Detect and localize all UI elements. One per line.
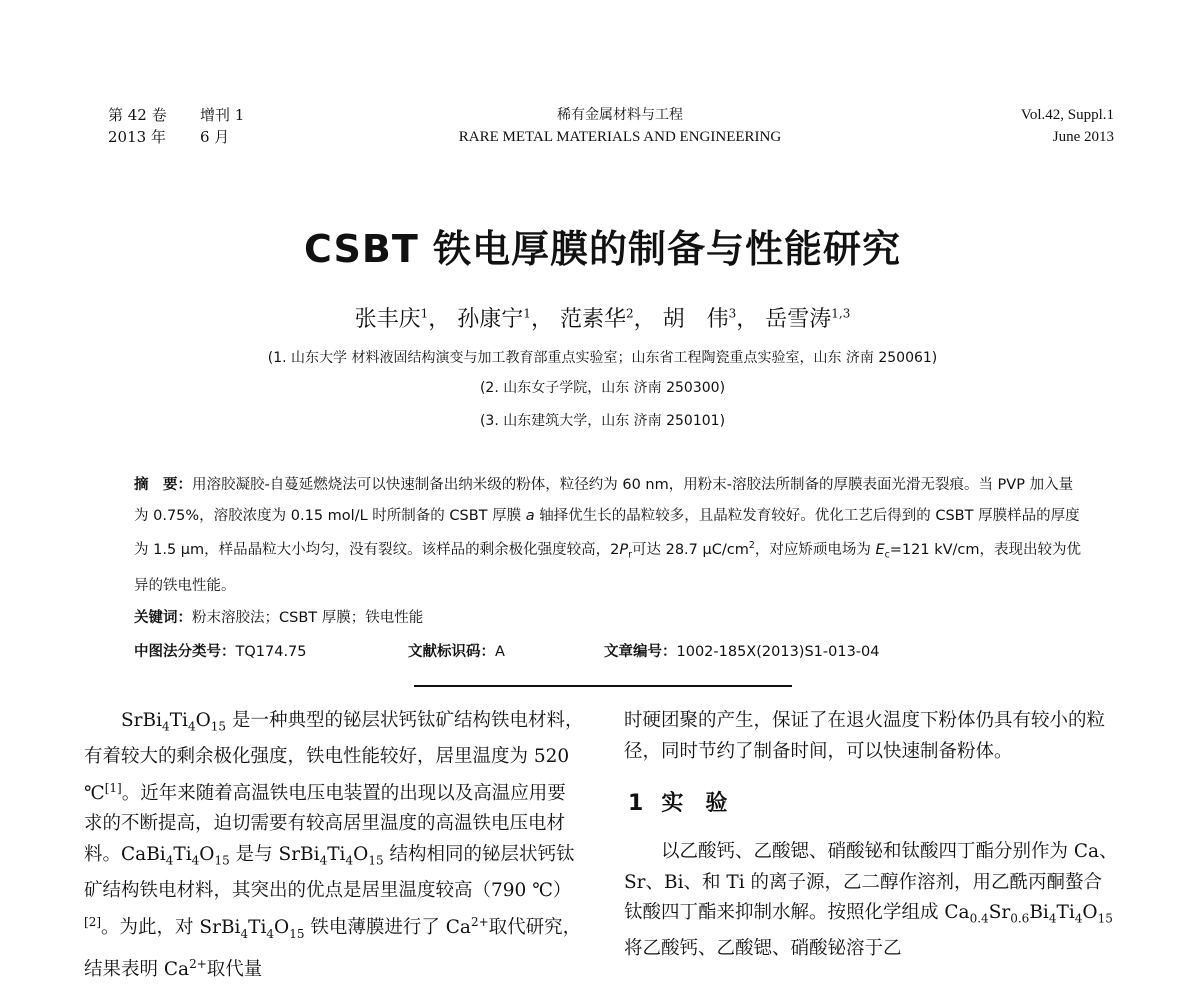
body-left-column bbox=[84, 706, 584, 986]
body-right-column bbox=[624, 706, 1120, 965]
paper-title: CSBT 铁电厚膜的制备与性能研究 bbox=[303, 227, 902, 271]
volume-cn: 第 42 卷 bbox=[108, 106, 167, 124]
volume-en: Vol.42, Suppl.1 bbox=[1020, 107, 1114, 123]
author-name: 范素华 bbox=[559, 307, 626, 332]
author-affiliation-mark: 1 bbox=[420, 306, 429, 321]
abstract bbox=[134, 470, 1084, 602]
author-list: 张丰庆$^1$， 孙康宁$^1$， 范素华$^2$， 胡 伟$^3$， 岳雪涛$^{1,3}$ bbox=[354, 306, 851, 332]
keywords-text: 粉末溶胶法；CSBT 厚膜；铁电性能 bbox=[192, 610, 424, 626]
abstract-text: 用溶胶凝胶-自蔓延燃烧法可以快速制备出纳米级的粉体，粒径约为 60 nm，用粉末-溶胶法所制备的厚膜表面光滑无裂痕。当 PVP 加入量为 0.75%，溶胶浓度为 0.15 mol/L 时所制备的 CSBT 厚膜 bbox=[134, 477, 1074, 524]
citation-2: [2] bbox=[84, 914, 102, 929]
ec-symbol: E bbox=[875, 541, 885, 558]
article-number-label: 文章编号： bbox=[604, 644, 677, 660]
section-number: 1 bbox=[628, 791, 644, 816]
body-paragraph: $SrBi_4Ti_4O_{15}$ 是一种典型的铋层状钙钛矿结构铁电材料，有着较大的剩余极化强度，铁电性能较好，居里温度为 520 ℃[1]。近年来随着高温铁电压电装置的出现以及高温应用要求的不断提高，迫切需要有较高居里温度的高温铁电压电材料。$CaBi_4Ti_4O_{15}$ 是与 $SrBi_4Ti_4O_{15}$ 结构相同的铋层状钙钛矿结构铁电材料，其突出的优点是居里温度较高（790 ℃）[2]。为此，对 $SrBi_4Ti_4O_{15}$ 铁电薄膜进行了 $Ca^{2+}$取代研究，结果表明 $Ca^{2+}$取代量 bbox=[84, 710, 584, 981]
ec-subscript: c bbox=[884, 549, 890, 561]
doc-code-value: A bbox=[495, 644, 505, 660]
author-name: 岳雪涛 bbox=[765, 307, 832, 332]
keywords-label: 关键词： bbox=[134, 610, 192, 626]
date-en: June 2013 bbox=[1052, 129, 1114, 145]
abstract-text: 可达 28.7 μC/cm bbox=[631, 541, 749, 558]
abstract-paragraph bbox=[134, 470, 1084, 602]
author-affiliation-mark: 1,3 bbox=[831, 306, 851, 321]
affiliation-1: (1. 山东大学 材料液固结构演变与加工教育部重点实验室；山东省工程陶瓷重点实验室，山东 济南 250061) bbox=[267, 350, 938, 366]
author-affiliation-mark: 3 bbox=[728, 306, 737, 321]
classification-line bbox=[134, 640, 1034, 661]
author-name: 张丰庆 bbox=[354, 307, 421, 332]
clc-value: TQ174.75 bbox=[235, 644, 307, 660]
author-name: 胡 伟 bbox=[662, 307, 729, 332]
body-paragraph: 以乙酸钙、乙酸锶、硝酸铋和钛酸四丁酯分别作为 Ca、Sr、Bi、和 Ti 的离子源，乙二醇作溶剂，用乙酰丙酮螯合钛酸四丁酯来抑制水解。按照化学组成 $Ca_{0.4}Sr_{0.6}Bi_4Ti_4O_{15}$ 将乙酸钙、乙酸锶、硝酸铋溶于乙 bbox=[624, 841, 1118, 960]
doc-code-label: 文献标识码： bbox=[408, 644, 495, 660]
citation-1: [1] bbox=[104, 780, 122, 795]
pr-subscript: r bbox=[628, 549, 632, 561]
clc-group bbox=[134, 640, 408, 661]
doc-group bbox=[408, 640, 604, 661]
section-heading bbox=[628, 789, 1120, 819]
abstract-label: 摘 要： bbox=[134, 477, 192, 493]
axis-symbol: a bbox=[525, 507, 535, 524]
author-name: 孙康宁 bbox=[457, 307, 524, 332]
clc-label: 中图法分类号： bbox=[134, 644, 236, 660]
abstract-text: =121 kV/cm，表现出较为优异的铁电性能。 bbox=[134, 541, 1082, 595]
section-title: 实 验 bbox=[661, 791, 728, 816]
month-cn: 6 月 bbox=[200, 128, 230, 146]
affiliation-3: (3. 山东建筑大学，山东 济南 250101) bbox=[479, 413, 726, 429]
divider-rule bbox=[414, 685, 792, 687]
supplement-cn: 增刊 1 bbox=[200, 106, 245, 124]
keywords bbox=[134, 606, 423, 627]
unit-superscript: 2 bbox=[748, 540, 755, 551]
abstract-text: ，对应矫顽电场为 bbox=[754, 541, 876, 558]
author-affiliation-mark: 2 bbox=[625, 306, 634, 321]
header-right bbox=[1021, 104, 1114, 148]
body-paragraph: 时硬团聚的产生，保证了在退火温度下粉体仍具有较小的粒径，同时节约了制备时间，可以快速制备粉体。 bbox=[624, 710, 1106, 762]
pr-symbol: P bbox=[619, 541, 629, 558]
abstract-text: 轴择优生长的晶粒较多，且晶粒发育较好。优化工艺后得到的 CSBT 厚膜样品的厚度为 1.5 μm，样品晶粒大小均匀，没有裂纹。该样品的剩余极化强度较高，2 bbox=[134, 507, 1080, 558]
affiliation-2: (2. 山东女子学院，山东 济南 250300) bbox=[479, 380, 726, 396]
article-number-value: 1002-185X(2013)S1-013-04 bbox=[676, 644, 880, 660]
author-affiliation-mark: 1 bbox=[523, 306, 531, 321]
journal-title-en: RARE METAL MATERIALS AND ENGINEERING bbox=[458, 129, 782, 145]
journal-title-cn: 稀有金属材料与工程 bbox=[557, 107, 683, 123]
article-group bbox=[604, 640, 879, 661]
year-cn: 2013 年 bbox=[108, 128, 166, 146]
